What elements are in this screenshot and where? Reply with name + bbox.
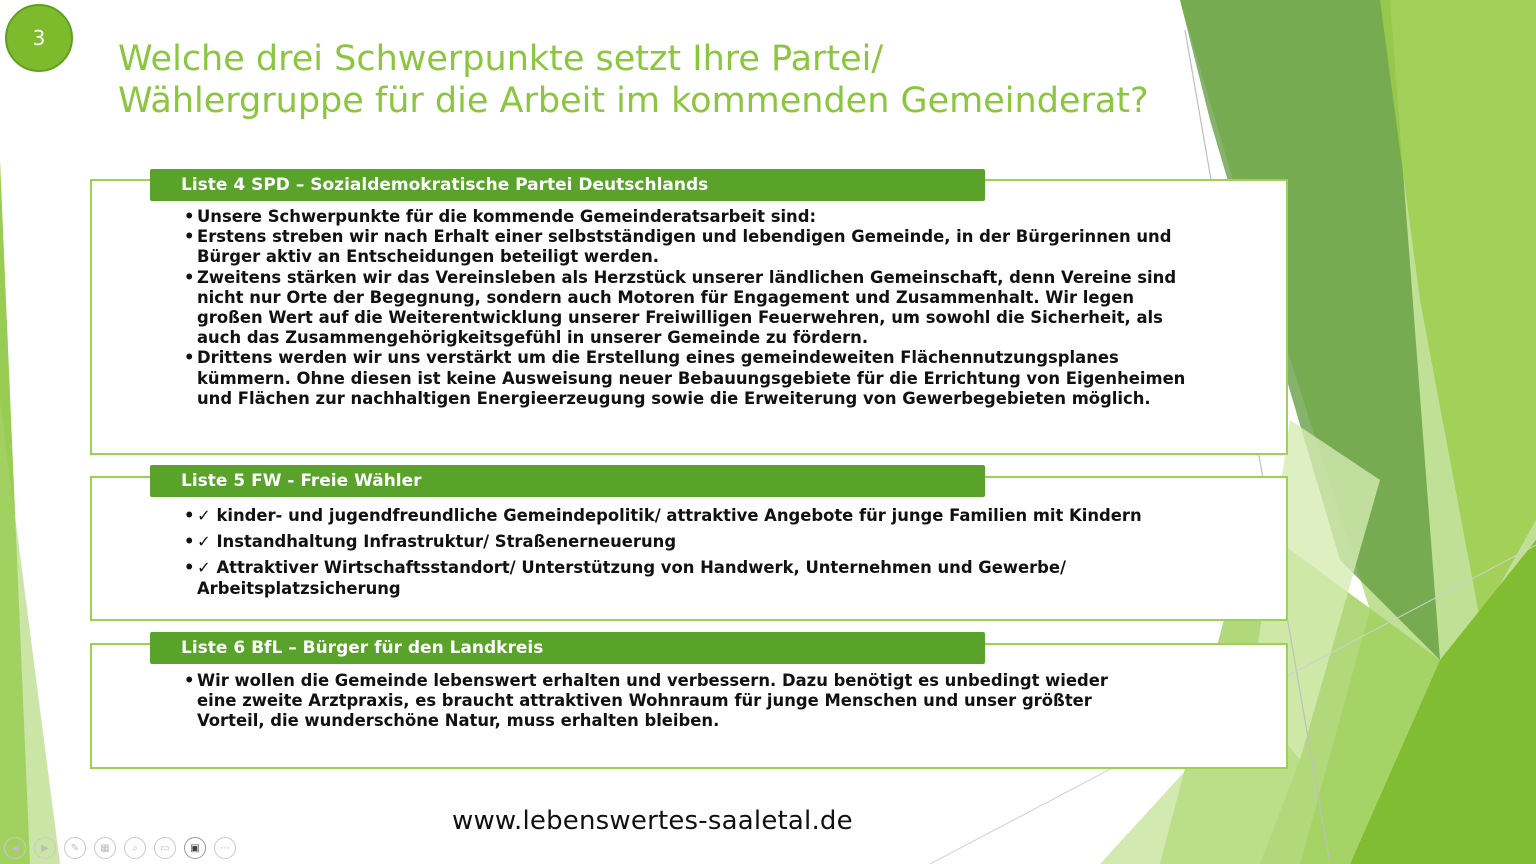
slide-title <box>118 38 1218 122</box>
camera-icon[interactable]: ▣ <box>184 837 206 859</box>
list-item: • Wir wollen die Gemeinde lebenswert erhalten und verbessern. Dazu benötigt es unbedingt wieder eine zweite Arztpraxis, es braucht attraktiven Wohnraum für junge Menschen und unser größter Vorteil, die wunderschöne Natur, muss erhalten bleiben. <box>184 671 1144 732</box>
previous-icon[interactable]: ◀ <box>4 837 26 859</box>
list-item: • Unsere Schwerpunkte für die kommende Gemeinderatsarbeit sind: <box>184 207 1194 227</box>
list-item: • ✓ kinder- und jugendfreundliche Gemeindepolitik/ attraktive Angebote für junge Familien mit Kindern <box>184 506 1264 526</box>
bullet-list-fw <box>184 506 1264 599</box>
bullet-list-spd <box>184 207 1194 409</box>
list-item: • ✓ Instandhaltung Infrastruktur/ Straßenerneuerung <box>184 532 1264 552</box>
slide-number-badge: 3 <box>5 4 73 72</box>
title-line-2: Wählergruppe für die Arbeit im kommenden Gemeinderat? <box>118 81 1149 121</box>
zoom-icon[interactable]: ⌕ <box>124 837 146 859</box>
list-item: • Drittens werden wir uns verstärkt um die Erstellung eines gemeindeweiten Flächennutzungsplanes kümmern. Ohne diesen ist keine Ausweisung neuer Bebauungsgebiete für die Errichtung von Eigenheimen und Flächen zur nachhaltigen Energieerzeugung sowie die Erweiterung von Gewerbegebieten möglich. <box>184 348 1194 409</box>
title-line-1: Welche drei Schwerpunkte setzt Ihre Partei/ <box>118 39 884 79</box>
panel-header-bfl: Liste 6 BfL – Bürger für den Landkreis <box>150 632 985 664</box>
slides-icon[interactable]: ▦ <box>94 837 116 859</box>
subtitles-icon[interactable]: ▭ <box>154 837 176 859</box>
list-item: • Zweitens stärken wir das Vereinsleben als Herzstück unserer ländlichen Gemeinschaft, denn Vereine sind nicht nur Orte der Begegnung, sondern auch Motoren für Engagement und Zusammenhalt. Wir legen großen Wert auf die Weiterentwicklung unserer Freiwilligen Feuerwehren, um sowohl die Sicherheit, als auch das Zusammengehörigkeitsgefühl in unserer Gemeinde zu fördern. <box>184 268 1194 349</box>
presentation-toolbar <box>4 837 236 859</box>
more-icon[interactable]: ⋯ <box>214 837 236 859</box>
list-item: • Erstens streben wir nach Erhalt einer selbstständigen und lebendigen Gemeinde, in der Bürgerinnen und Bürger aktiv an Entscheidungen beteiligt werden. <box>184 227 1194 267</box>
list-item: • ✓ Attraktiver Wirtschaftsstandort/ Unterstützung von Handwerk, Unternehmen und Gewerbe/ Arbeitsplatzsicherung <box>184 558 1264 598</box>
bullet-list-bfl <box>184 671 1144 732</box>
footer-url: www.lebenswertes-saaletal.de <box>452 806 853 836</box>
next-icon[interactable]: ▶ <box>34 837 56 859</box>
pen-icon[interactable]: ✎ <box>64 837 86 859</box>
panel-header-spd: Liste 4 SPD – Sozialdemokratische Partei Deutschlands <box>150 169 985 201</box>
panel-header-fw: Liste 5 FW - Freie Wähler <box>150 465 985 497</box>
